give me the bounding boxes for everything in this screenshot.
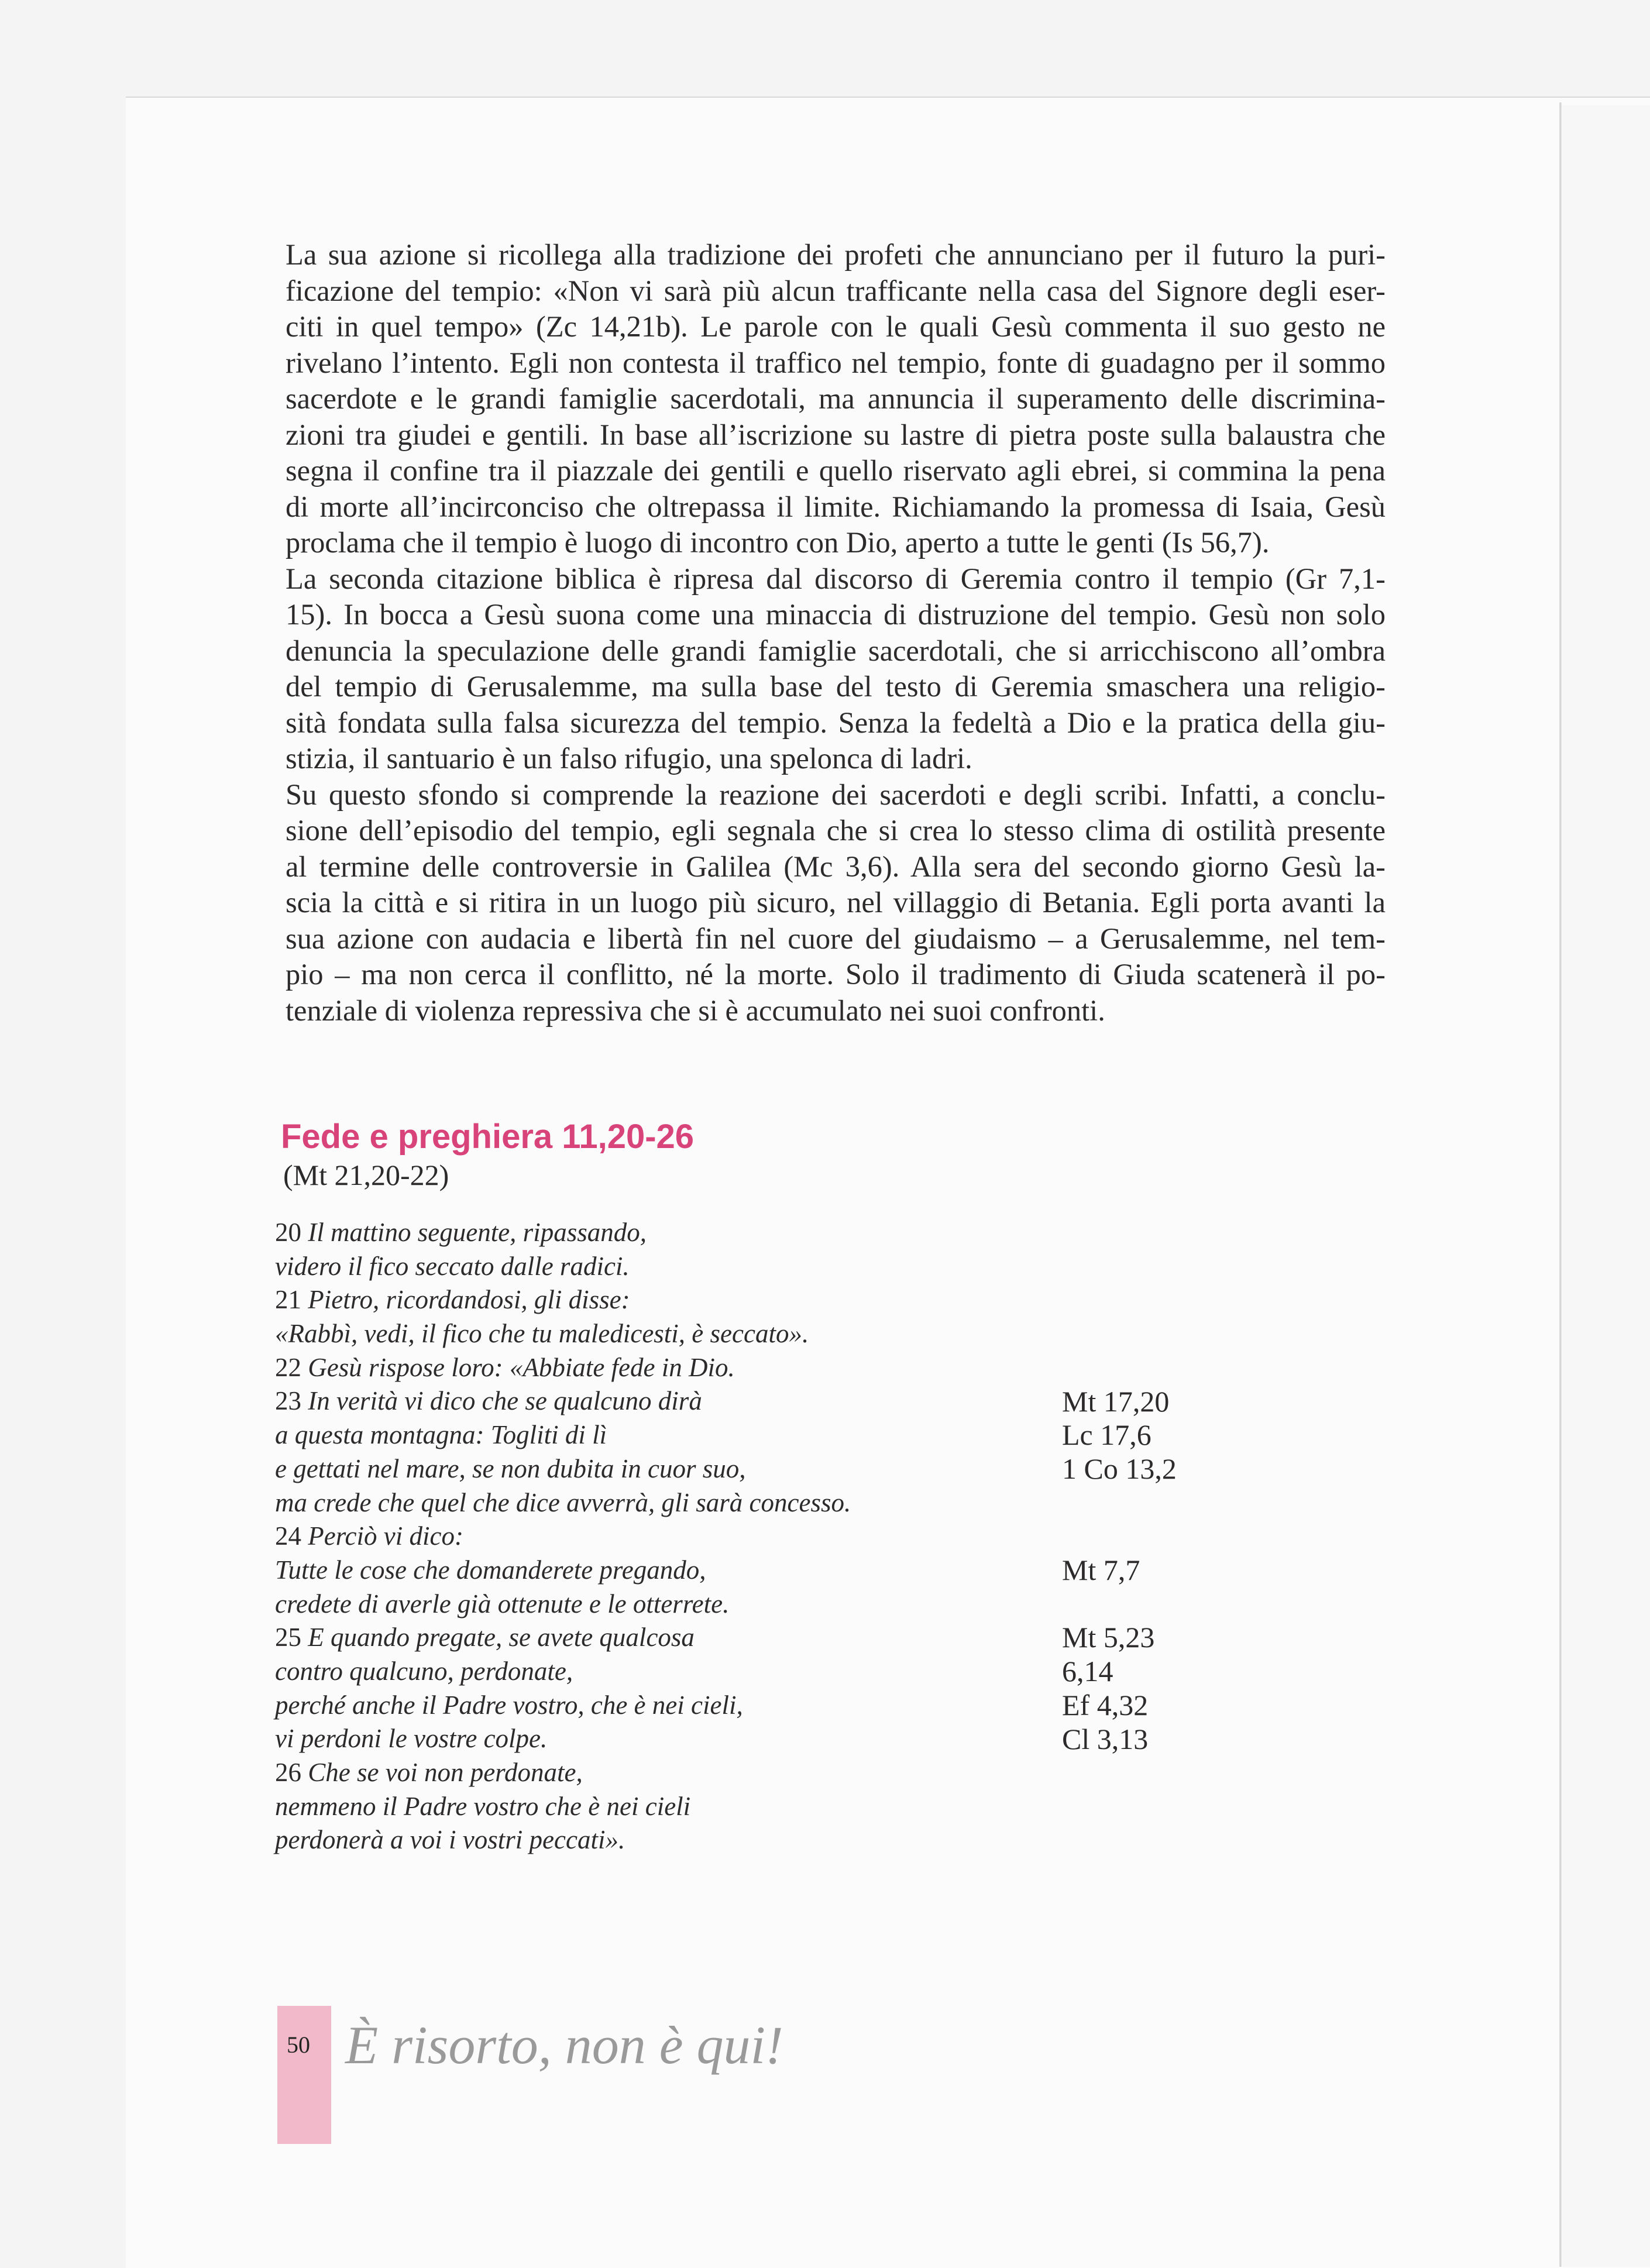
body-line: 15). In bocca a Gesù suona come una minaccia di distruzione del tempio. Gesù non solo: [286, 598, 1386, 631]
body-line: sacerdote e le grandi famiglie sacerdotali, ma annuncia il superamento delle discrimina-: [286, 382, 1386, 415]
body-line: del tempio di Gerusalemme, ma sulla base del testo di Geremia smaschera una religio-: [286, 670, 1386, 703]
body-line: pio – ma non cerca il conflitto, né la morte. Solo il tradimento di Giuda scatenerà il po-: [286, 958, 1386, 991]
verse-text: «Rabbì, vedi, il fico che tu maledicesti, è seccato».: [275, 1319, 809, 1349]
body-line: La sua azione si ricollega alla tradizione dei profeti che annunciano per il futuro la puri-: [286, 238, 1386, 271]
verse-text: E quando pregate, se avete qualcosa: [308, 1623, 695, 1652]
verse-number: 22: [275, 1352, 301, 1382]
verse-line: [275, 1317, 1094, 1351]
verse-text: credete di averle già ottenute e le otterrete.: [275, 1589, 730, 1618]
verse-line: [275, 1823, 1094, 1857]
verse-line: [275, 1452, 1094, 1486]
verse-block: [275, 1216, 1094, 1857]
verse-number: 26: [275, 1758, 301, 1787]
verse-line: [275, 1520, 1094, 1554]
verse-text: vi perdoni le vostre colpe.: [275, 1724, 548, 1754]
verse-number: 25: [275, 1623, 301, 1652]
body-line: sità fondata sulla falsa sicurezza del tempio. Senza la fedeltà a Dio e la pratica della giu-: [286, 706, 1386, 739]
verse-text: nemmeno il Padre vostro che è nei cieli: [275, 1791, 691, 1821]
verse-line: [275, 1216, 1094, 1250]
page-number: 50: [287, 2032, 310, 2058]
verse-line: [275, 1486, 1094, 1520]
cross-reference: Ef 4,32: [1062, 1688, 1149, 1721]
body-line: segna il confine tra il piazzale dei gentili e quello riservato agli ebrei, si commina la pena: [286, 454, 1386, 487]
verse-text: Il mattino seguente, ripassando,: [308, 1218, 647, 1247]
footer-page-tab: [277, 2006, 331, 2144]
section-title: Fede e preghiera 11,20-26: [281, 1118, 695, 1156]
verse-line: [275, 1722, 1094, 1756]
body-line: La seconda citazione biblica è ripresa dal discorso di Geremia contro il tempio (Gr 7,1-: [286, 562, 1386, 595]
verse-number: 23: [275, 1386, 301, 1416]
verse-line: [275, 1587, 1094, 1621]
section-reference: (Mt 21,20-22): [283, 1159, 449, 1191]
body-line: zioni tra giudei e gentili. In base all’iscrizione su lastre di pietra poste sulla balaustra che: [286, 418, 1386, 451]
verse-line: [275, 1689, 1094, 1723]
body-paragraphs: [286, 237, 1386, 1029]
verse-text: videro il fico seccato dalle radici.: [275, 1251, 630, 1281]
body-line: denuncia la speculazione delle grandi famiglie sacerdotali, che si arricchiscono all’ombra: [286, 634, 1386, 667]
verse-text: contro qualcuno, perdonate,: [275, 1656, 573, 1686]
cross-reference: Lc 17,6: [1062, 1418, 1151, 1452]
body-line: citi in quel tempo» (Zc 14,21b). Le parole con le quali Gesù commenta il suo gesto ne: [286, 310, 1386, 343]
body-line: tenziale di violenza repressiva che si è accumulato nei suoi confronti.: [286, 994, 1105, 1027]
verse-text: In verità vi dico che se qualcuno dirà: [308, 1386, 702, 1416]
verse-text: Pietro, ricordandosi, gli disse:: [308, 1285, 630, 1315]
verse-line: [275, 1384, 1094, 1418]
verse-line: [275, 1418, 1094, 1452]
cross-reference: Cl 3,13: [1062, 1722, 1149, 1755]
cross-reference: Mt 5,23: [1062, 1621, 1155, 1654]
body-line: di morte all’incirconciso che oltrepassa il limite. Richiamando la promessa di Isaia, Gesù: [286, 490, 1386, 523]
body-line: ficazione del tempio: «Non vi sarà più alcun trafficante nella casa del Signore degli eser-: [286, 274, 1386, 307]
cross-reference: Mt 17,20: [1062, 1384, 1170, 1418]
verse-line: [275, 1621, 1094, 1655]
body-line: rivelano l’intento. Egli non contesta il traffico nel tempio, fonte di guadagno per il sommo: [286, 346, 1386, 379]
verse-line: [275, 1283, 1094, 1317]
body-line: stizia, il santuario è un falso rifugio, una spelonca di ladri.: [286, 742, 972, 775]
verse-line: [275, 1250, 1094, 1284]
verse-text: Perciò vi dico:: [308, 1521, 463, 1551]
verse-line: [275, 1554, 1094, 1587]
verse-number: 21: [275, 1285, 301, 1315]
body-line: Su questo sfondo si comprende la reazione dei sacerdoti e degli scribi. Infatti, a conclu-: [286, 778, 1386, 811]
verse-text: e gettati nel mare, se non dubita in cuor suo,: [275, 1453, 746, 1483]
body-line: sione dell’episodio del tempio, egli segnala che si crea lo stesso clima di ostilità presente: [286, 814, 1386, 847]
cross-reference: 1 Co 13,2: [1062, 1452, 1177, 1485]
adjacent-page-edge: [1562, 105, 1650, 2267]
body-line: al termine delle controversie in Galilea (Mc 3,6). Alla sera del secondo giorno Gesù la-: [286, 850, 1386, 883]
verse-line: [275, 1351, 1094, 1385]
body-line: proclama che il tempio è luogo di incontro con Dio, aperto a tutte le genti (Is 56,7).: [286, 526, 1270, 559]
verse-number: 20: [275, 1218, 301, 1247]
cross-reference: 6,14: [1062, 1655, 1113, 1688]
body-line: sua azione con audacia e libertà fin nel cuore del giudaismo – a Gerusalemme, nel tem-: [286, 922, 1386, 955]
verse-text: Gesù rispose loro: «Abbiate fede in Dio.: [308, 1352, 735, 1382]
verse-number: 24: [275, 1521, 301, 1551]
body-line: scia la città e si ritira in un luogo più sicuro, nel villaggio di Betania. Egli porta avanti la: [286, 886, 1386, 919]
verse-text: perché anche il Padre vostro, che è nei cieli,: [275, 1690, 743, 1720]
verse-line: [275, 1756, 1094, 1790]
verse-text: Che se voi non perdonate,: [308, 1758, 583, 1787]
verse-line: [275, 1790, 1094, 1824]
verse-text: perdonerà a voi i vostri peccati».: [275, 1825, 625, 1855]
verse-line: [275, 1655, 1094, 1689]
verse-text: Tutte le cose che domanderete pregando,: [275, 1555, 706, 1585]
verse-text: a questa montagna: Togliti di lì: [275, 1420, 607, 1450]
cross-reference: Mt 7,7: [1062, 1554, 1140, 1586]
verse-text: ma crede che quel che dice avverrà, gli sarà concesso.: [275, 1487, 851, 1517]
footer-running-title: È risorto, non è qui!: [345, 2015, 783, 2075]
